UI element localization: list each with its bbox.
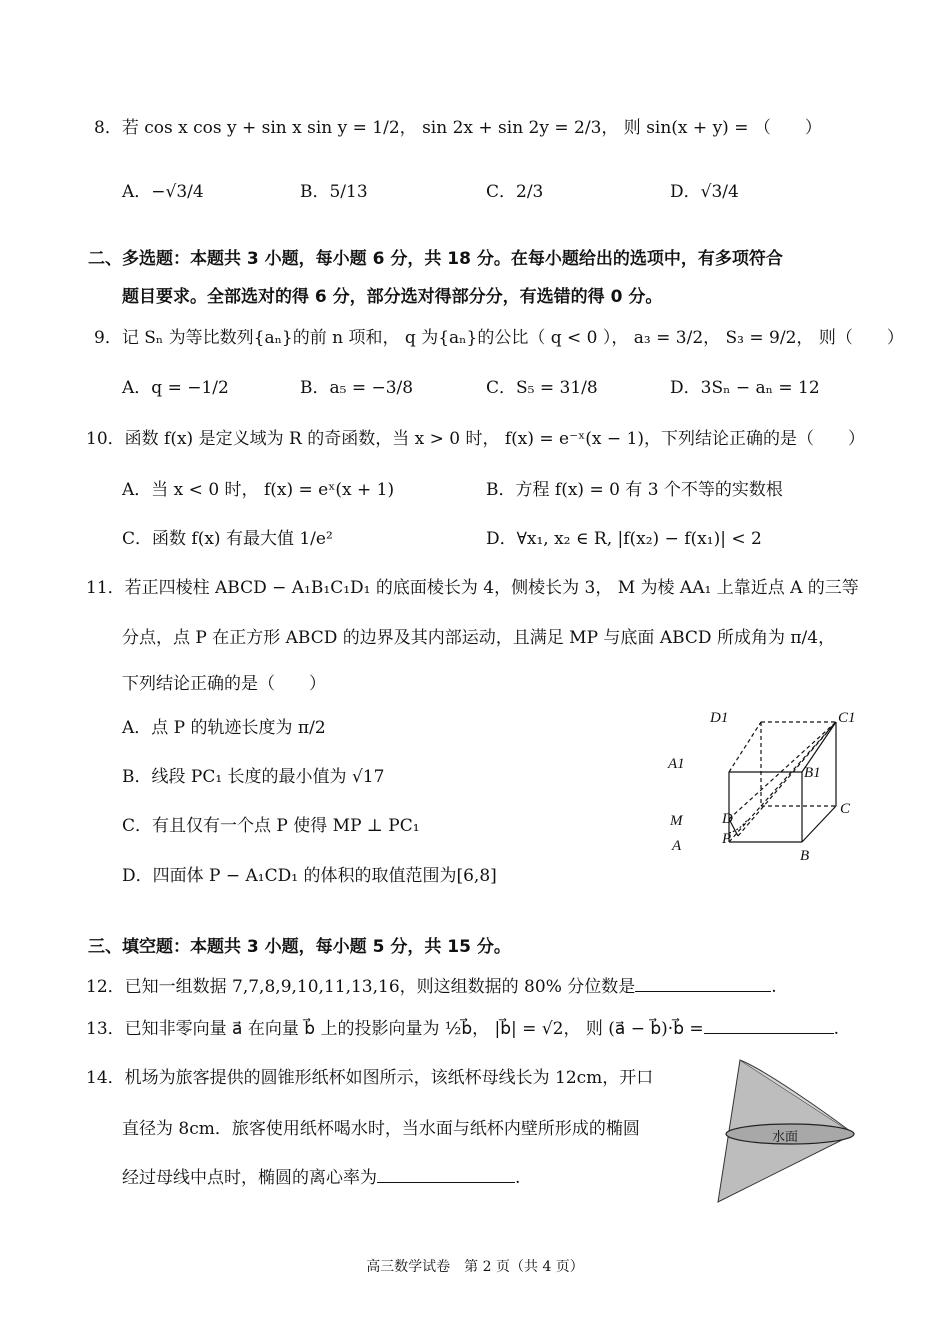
- prism-figure: [660, 700, 860, 870]
- q14-end: .: [515, 1168, 521, 1188]
- cone-figure: [710, 1052, 860, 1210]
- q10-option-d: D．∀x₁, x₂ ∈ R, |f(x₂) − f(x₁)| < 2: [486, 529, 762, 549]
- q8-option-b: B．5/13: [300, 182, 368, 202]
- label-b1: B1: [804, 765, 821, 781]
- q13-text: 13．已知非零向量 a⃗ 在向量 b⃗ 上的投影向量为 ½b⃗， |b⃗| = √2， 则 (a⃗ − b⃗)·b⃗ =: [86, 1019, 704, 1039]
- q10-option-c: C．函数 f(x) 有最大值 1/e²: [122, 529, 333, 549]
- q10-option-a: A．当 x < 0 时， f(x) = eˣ(x + 1): [122, 480, 395, 500]
- q11-option-a: A．点 P 的轨迹长度为 π/2: [122, 718, 326, 738]
- q14-stem-line1: 14．机场为旅客提供的圆锥形纸杯如图所示，该纸杯母线长为 12cm，开口: [86, 1068, 654, 1088]
- q11-option-c: C．有且仅有一个点 P 使得 MP ⊥ PC₁: [122, 816, 420, 836]
- label-d1: D1: [710, 710, 729, 726]
- q9-stem: 9．记 Sₙ 为等比数列{aₙ}的前 n 项和， q 为{aₙ}的公比（ q < 0 ）， a₃ = 3/2， S₃ = 9/2， 则（ ）: [94, 328, 904, 348]
- label-d: D: [722, 811, 733, 827]
- q14-stem-line2: 直径为 8cm．旅客使用纸杯喝水时，当水面与纸杯内壁所形成的椭圆: [122, 1119, 640, 1139]
- q11-stem-line3: 下列结论正确的是（ ）: [122, 674, 326, 694]
- q11-option-b: B．线段 PC₁ 长度的最小值为 √17: [122, 767, 385, 787]
- q14-text: 经过母线中点时，椭圆的离心率为: [122, 1168, 377, 1188]
- q11-stem-line2: 分点，点 P 在正方形 ABCD 的边界及其内部运动，且满足 MP 与底面 ABCD 所成角为 π/4，: [122, 628, 836, 648]
- q13-answer-blank[interactable]: [704, 1019, 834, 1034]
- q9-option-d: D．3Sₙ − aₙ = 12: [670, 378, 820, 398]
- q8-option-a: A．−√3/4: [122, 182, 204, 202]
- q8-option-c: C．2/3: [486, 182, 544, 202]
- q14-stem-line3: [122, 1168, 520, 1187]
- label-p: P: [722, 831, 732, 847]
- section2-heading-line1: 二、多选题：本题共 3 小题，每小题 6 分，共 18 分。在每小题给出的选项中，有多项符合: [88, 249, 783, 269]
- q9-option-b: B．a₅ = −3/8: [300, 378, 414, 398]
- q8-option-d: D．√3/4: [670, 182, 739, 202]
- label-c1: C1: [838, 710, 856, 726]
- q12-end: .: [771, 977, 777, 997]
- q8-stem: 8．若 cos x cos y + sin x sin y = 1/2， sin 2x + sin 2y = 2/3， 则 sin(x + y) = （ ）: [94, 118, 822, 138]
- section2-heading-line2: 题目要求。全部选对的得 6 分，部分选对得部分分，有选错的得 0 分。: [122, 287, 663, 307]
- label-a: A: [672, 838, 682, 854]
- label-c: C: [840, 801, 851, 817]
- water-surface-label: 水面: [772, 1129, 799, 1144]
- q12-stem: [86, 977, 777, 996]
- q12-answer-blank[interactable]: [635, 977, 771, 992]
- page-footer: 高三数学试卷 第 2 页（共 4 页）: [366, 1259, 584, 1275]
- section3-heading: 三、填空题：本题共 3 小题，每小题 5 分，共 15 分。: [88, 937, 511, 957]
- q9-option-c: C．S₅ = 31/8: [486, 378, 598, 398]
- q13-stem: [86, 1019, 839, 1038]
- q9-option-a: A．q = −1/2: [122, 378, 229, 398]
- q10-stem: 10．函数 f(x) 是定义域为 R 的奇函数，当 x > 0 时， f(x) = e⁻ˣ(x − 1)，下列结论正确的是（ ）: [86, 429, 866, 449]
- q14-answer-blank[interactable]: [377, 1168, 515, 1183]
- q11-stem-line1: 11．若正四棱柱 ABCD − A₁B₁C₁D₁ 的底面棱长为 4，侧棱长为 3， M 为棱 AA₁ 上靠近点 A 的三等: [86, 578, 859, 598]
- label-a1: A1: [668, 756, 685, 772]
- q13-end: .: [833, 1019, 840, 1039]
- q11-option-d: D．四面体 P − A₁CD₁ 的体积的取值范围为[6,8]: [122, 866, 497, 886]
- q10-option-b: B．方程 f(x) = 0 有 3 个不等的实数根: [486, 480, 783, 500]
- label-b: B: [800, 848, 810, 864]
- q12-text: 12．已知一组数据 7,7,8,9,10,11,13,16，则这组数据的 80% 分位数是: [86, 977, 636, 997]
- label-m: M: [670, 813, 683, 829]
